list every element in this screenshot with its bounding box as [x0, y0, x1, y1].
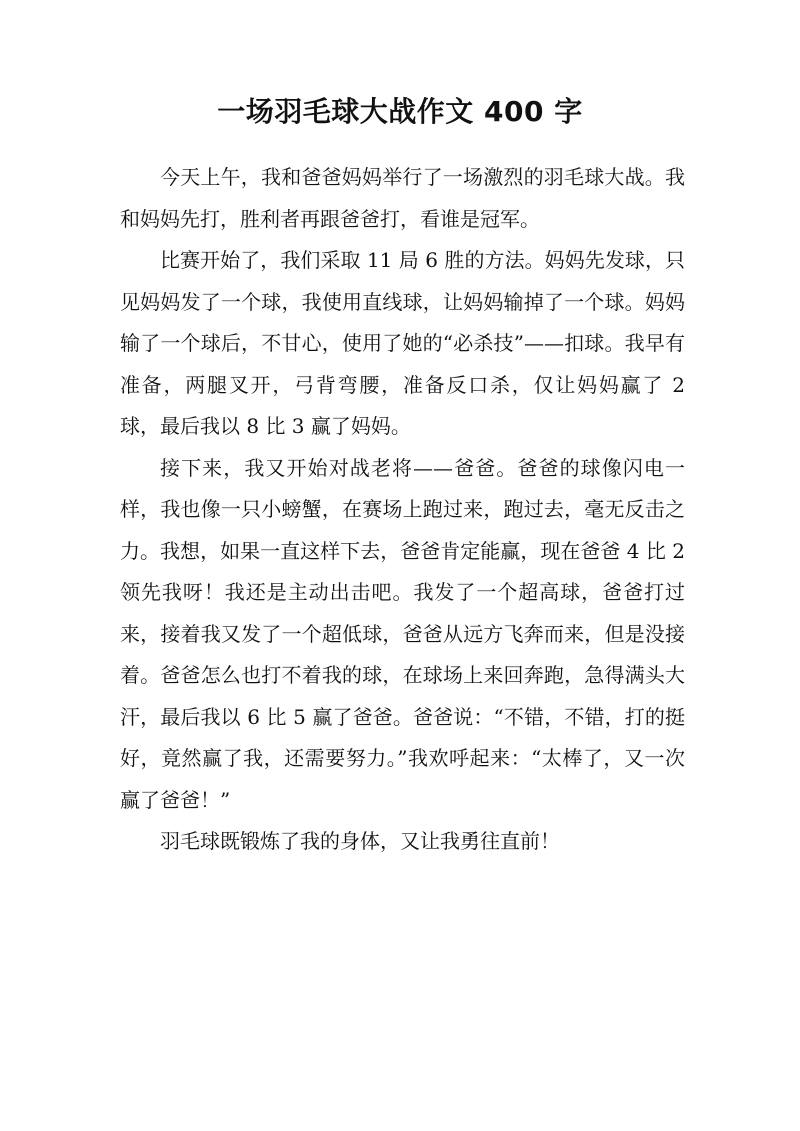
paragraph-3: 接下来，我又开始对战老将——爸爸。爸爸的球像闪电一样，我也像一只小螃蟹，在赛场上跑过来，跑过去，毫无反击之力。我想，如果一直这样下去，爸爸肯定能赢，现在爸爸 4 比 2 领先我呀！我还是主动出击吧。我发了一个超高球，爸爸打过来，接着我又发了一个超低球，爸爸从远方飞奔而来，但是没接着。爸爸怎么也打不着我的球，在球场上来回奔跑，急得满头大汗，最后我以 6 比 5 赢了爸爸。爸爸说：“不错，不错，打的挺好，竟然赢了我，还需要努力。”我欢呼起来：“太棒了，又一次赢了爸爸！”: [120, 455, 685, 812]
document-title: 一场羽毛球大战作文 400 字: [217, 95, 583, 128]
document-body: [120, 157, 685, 863]
paragraph-4: 羽毛球既锻炼了我的身体，又让我勇往直前！: [160, 829, 560, 853]
paragraph-2: 比赛开始了，我们采取 11 局 6 胜的方法。妈妈先发球，只见妈妈发了一个球，我使用直线球，让妈妈输掉了一个球。妈妈输了一个球后，不甘心，使用了她的“必杀技”——扣球。我早有准备，两腿叉开，弓背弯腰，准备反口杀，仅让妈妈赢了 2 球，最后我以 8 比 3 赢了妈妈。: [120, 248, 685, 438]
paragraph-1: 今天上午，我和爸爸妈妈举行了一场激烈的羽毛球大战。我和妈妈先打，胜利者再跟爸爸打，看谁是冠军。: [120, 165, 685, 231]
